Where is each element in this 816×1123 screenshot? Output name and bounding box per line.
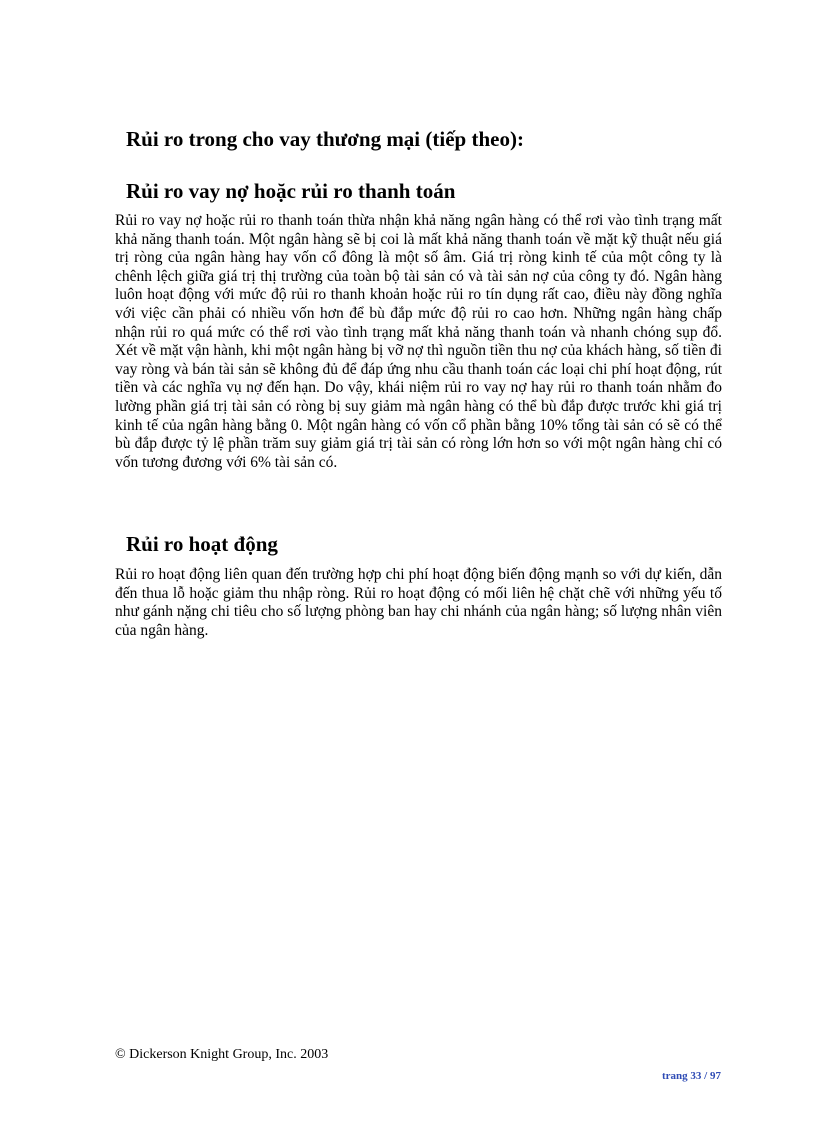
section-title-operational-risk: Rủi ro hoạt động — [126, 532, 278, 556]
page-title: Rủi ro trong cho vay thương mại (tiếp theo): — [126, 127, 524, 151]
page-number: trang 33 / 97 — [662, 1070, 721, 1082]
section-body-liquidity-risk: Rủi ro vay nợ hoặc rủi ro thanh toán thừa nhận khả năng ngân hàng có thể rơi vào tình trạng mất khả năng thanh toán. Một ngân hàng sẽ bị coi là mất khả năng thanh toán về mặt kỹ thuật nếu giá trị ròng của ngân hàng hay vốn cổ đông là một số âm. Giá trị ròng kinh tế của một công ty là chênh lệch giữa giá trị thị trường của toàn bộ tài sản có và tài sản nợ của công ty đó. Ngân hàng luôn hoạt động với mức độ rủi ro thanh khoản hoặc rủi ro tín dụng rất cao, điều này đồng nghĩa với việc cần phải có nhiều vốn hơn để bù đắp mức độ rủi ro cao hơn. Những ngân hàng chấp nhận rủi ro quá mức có thể rơi vào tình trạng mất khả năng thanh toán và nhanh chóng sụp đổ. Xét về mặt vận hành, khi một ngân hàng bị vỡ nợ thì nguồn tiền thu nợ của khách hàng, số tiền đi vay ròng và bán tài sản sẽ không đủ để đáp ứng nhu cầu thanh toán các loại chi phí hoạt động, rút tiền và các nghĩa vụ nợ đến hạn. Do vậy, khái niệm rủi ro vay nợ hay rủi ro thanh toán nhằm đo lường phần giá trị tài sản có ròng bị suy giảm mà ngân hàng có thể bù đắp được trước khi giá trị kinh tế của ngân hàng bằng 0. Một ngân hàng có vốn cổ phần bằng 10% tổng tài sản có sẽ có thể bù đắp được tỷ lệ phần trăm suy giảm giá trị tài sản có ròng lớn hơn so với một ngân hàng chỉ có vốn tương đương với 6% tài sản có. — [115, 212, 722, 471]
copyright-notice: © Dickerson Knight Group, Inc. 2003 — [115, 1047, 329, 1062]
section-body-operational-risk: Rủi ro hoạt động liên quan đến trường hợp chi phí hoạt động biến động mạnh so với dự kiến, dẫn đến thua lỗ hoặc giảm thu nhập ròng. Rủi ro hoạt động có mối liên hệ chặt chẽ với những yếu tố như gánh nặng chi tiêu cho số lượng phòng ban hay chi nhánh của ngân hàng; số lượng nhân viên của ngân hàng. — [115, 566, 722, 639]
section-title-liquidity-risk: Rủi ro vay nợ hoặc rủi ro thanh toán — [126, 179, 456, 203]
